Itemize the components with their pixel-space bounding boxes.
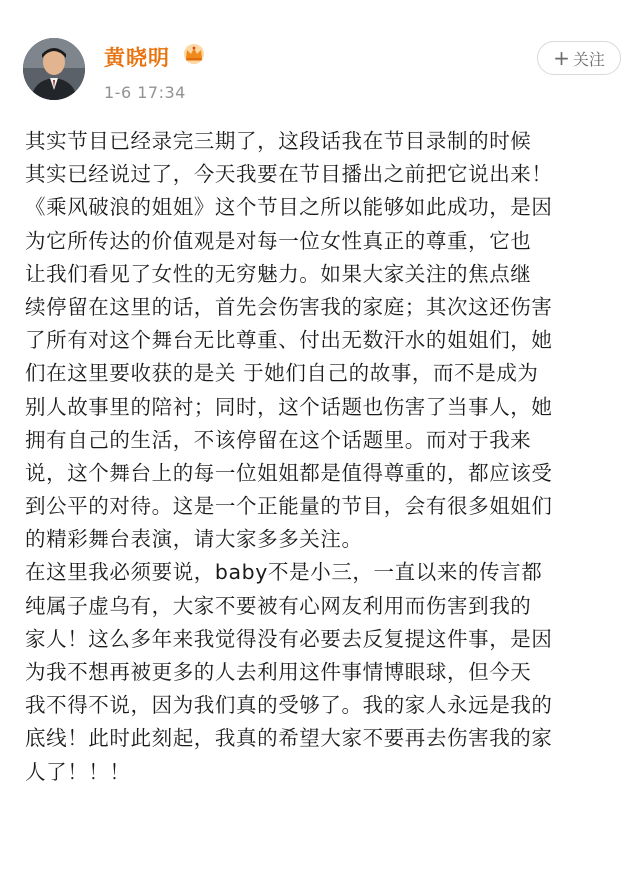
post-text-line: 《乘风破浪的姐姐》这个节目之所以能够如此成功，是因 — [25, 195, 553, 220]
post-text-line: 让我们看见了女性的无穷魅力。如果大家关注的焦点继 — [25, 261, 532, 286]
post-text-line: 在这里我必须要说，baby不是小三，一直以来的传言都 — [25, 560, 543, 585]
post-text-line: 人了！！！ — [25, 759, 131, 784]
username[interactable]: 黄晓明 — [104, 46, 170, 70]
post-text-line: 别人故事里的陪衬；同时，这个话题也伤害了当事人，她 — [25, 394, 553, 419]
crown-icon[interactable] — [181, 43, 207, 65]
post-text-line: 说，这个舞台上的每一位姐姐都是值得尊重的，都应该受 — [25, 460, 553, 485]
avatar-portrait-icon — [23, 38, 85, 100]
post-text-line: 底线！此时此刻起，我真的希望大家不要再去伤害我的家 — [25, 726, 553, 751]
post-text-line: 拥有自己的生活，不该停留在这个话题里。而对于我来 — [25, 427, 532, 452]
post-text-line: 为它所传达的价值观是对每一位女性真正的尊重，它也 — [25, 228, 532, 253]
avatar[interactable] — [23, 38, 85, 100]
post-text-line: 们在这里要收获的是关 于她们自己的故事，而不是成为 — [25, 361, 539, 386]
post-text-line: 家人！这么多年来我觉得没有必要去反复提这件事，是因 — [25, 626, 553, 651]
post-text-line: 续停留在这里的话，首先会伤害我的家庭；其次这还伤害 — [25, 294, 553, 319]
post-text-line: 了所有对这个舞台无比尊重、付出无数汗水的姐姐们，她 — [25, 328, 553, 353]
post-header — [0, 0, 641, 120]
follow-button[interactable] — [537, 41, 621, 75]
post-text-line: 纯属子虚乌有，大家不要被有心网友利用而伤害到我的 — [25, 593, 532, 618]
plus-icon: + — [553, 46, 570, 70]
post-text-line: 的精彩舞台表演，请大家多多关注。 — [25, 527, 363, 552]
post-timestamp: 1-6 17:34 — [104, 83, 186, 102]
post-body — [25, 125, 625, 789]
post-text-line: 其实节目已经录完三期了，这段话我在节目录制的时候 — [25, 129, 532, 153]
post-text-line: 为我不想再被更多的人去利用这件事情博眼球，但今天 — [25, 660, 532, 684]
post-text-line: 其实已经说过了，今天我要在节目播出之前把它说出来！ — [25, 162, 553, 187]
post-text-line: 我不得不说，因为我们真的受够了。我的家人永远是我的 — [25, 693, 553, 718]
follow-button-label: 关注 — [572, 49, 605, 69]
post-text-line: 到公平的对待。这是一个正能量的节目，会有很多姐姐们 — [25, 494, 553, 519]
